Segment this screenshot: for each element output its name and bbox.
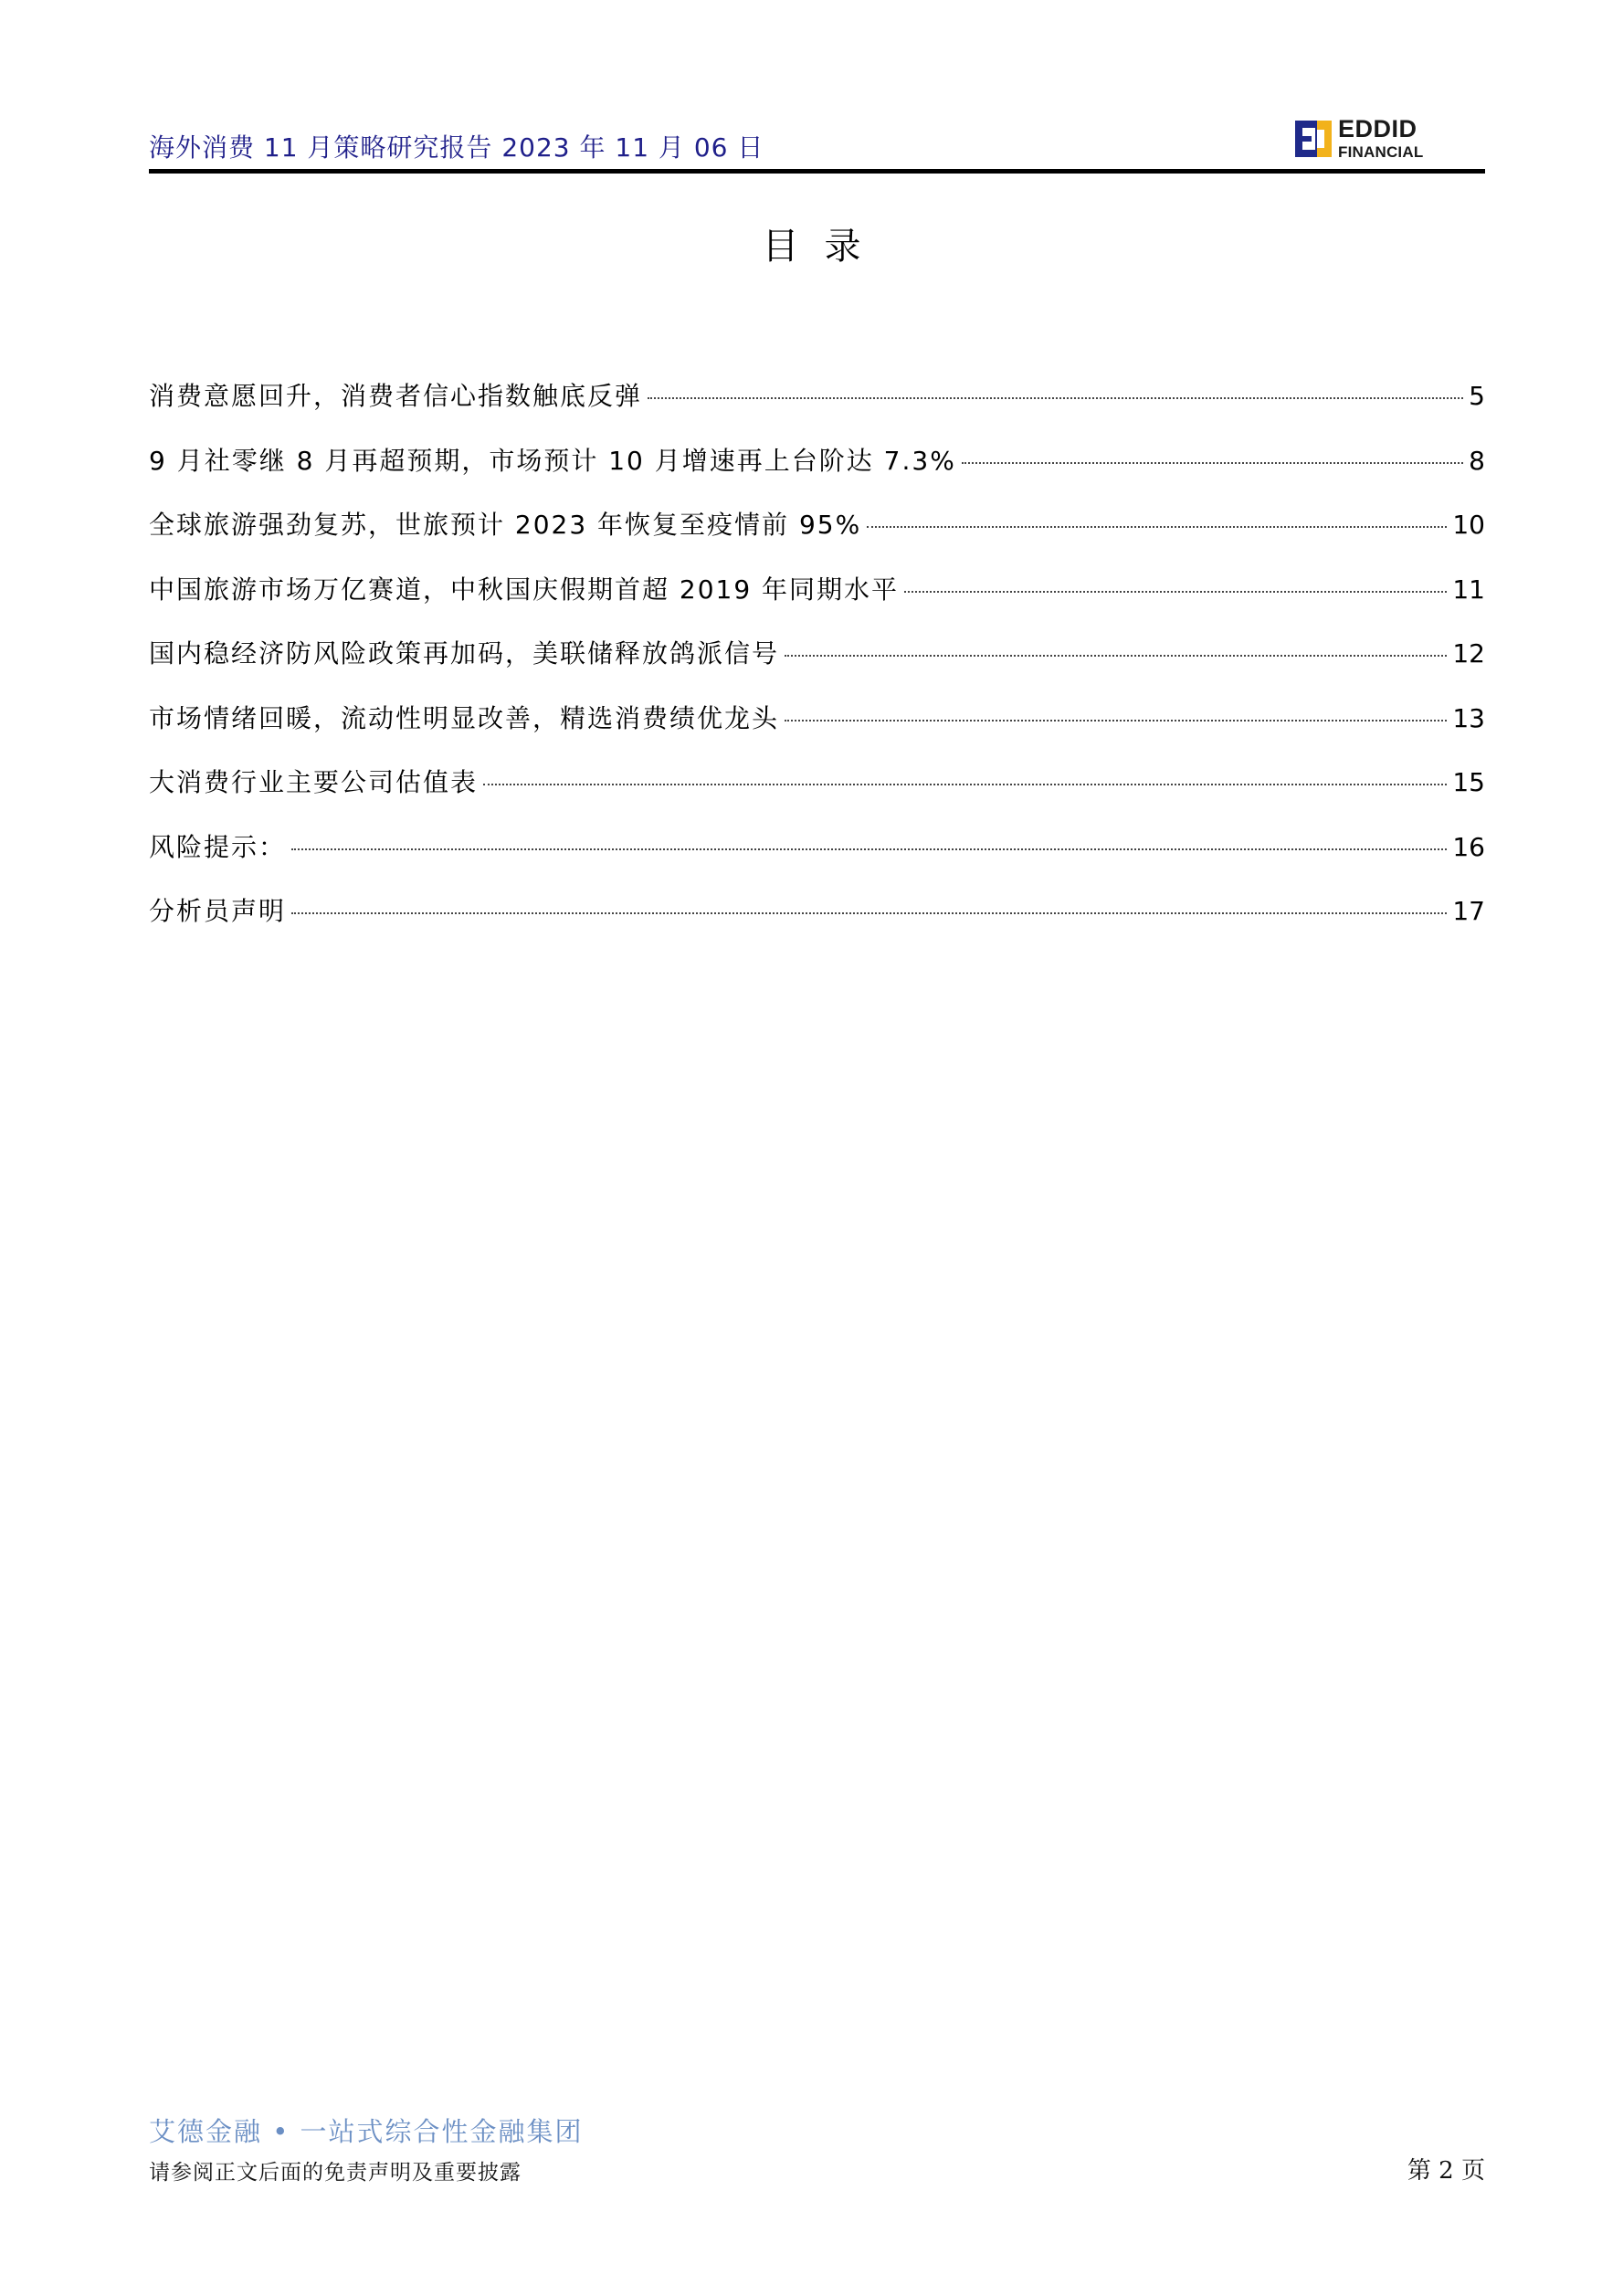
toc-entry[interactable] bbox=[149, 634, 1485, 699]
toc-entry-label: 分析员声明 bbox=[149, 896, 287, 926]
toc-entry[interactable] bbox=[149, 570, 1485, 635]
toc-entry-label: 市场情绪回暖，流动性明显改善，精选消费绩优龙头 bbox=[149, 702, 780, 733]
toc-leader-dots bbox=[785, 655, 1447, 657]
toc-entry-page: 10 bbox=[1452, 510, 1485, 540]
toc-entry-label: 9 月社零继 8 月再超预期，市场预计 10 月增速再上台阶达 7.3% bbox=[149, 445, 956, 476]
toc-entry[interactable] bbox=[149, 505, 1485, 570]
toc-leader-dots bbox=[483, 784, 1447, 785]
table-of-contents bbox=[149, 376, 1485, 956]
toc-leader-dots bbox=[785, 720, 1447, 721]
toc-entry-page: 15 bbox=[1452, 767, 1485, 797]
logo-line-1: EDDID bbox=[1338, 115, 1417, 142]
toc-leader-dots bbox=[904, 591, 1447, 593]
toc-entry-label: 中国旅游市场万亿赛道，中秋国庆假期首超 2019 年同期水平 bbox=[149, 574, 900, 605]
toc-entry-label: 全球旅游强劲复苏，世旅预计 2023 年恢复至疫情前 95% bbox=[149, 510, 862, 540]
toc-entry[interactable] bbox=[149, 763, 1485, 827]
toc-leader-dots bbox=[648, 397, 1463, 399]
toc-entry-page: 11 bbox=[1452, 574, 1485, 605]
toc-leader-dots bbox=[867, 526, 1447, 528]
toc-entry-page: 5 bbox=[1469, 381, 1485, 411]
footer-slogan: 艾德金融 • 一站式综合性金融集团 bbox=[149, 2116, 584, 2147]
toc-entry-label: 大消费行业主要公司估值表 bbox=[149, 767, 479, 797]
toc-entry[interactable] bbox=[149, 699, 1485, 764]
logo-wordmark bbox=[1338, 117, 1423, 160]
toc-entry-label: 风险提示： bbox=[149, 831, 287, 862]
toc-entry-page: 16 bbox=[1452, 831, 1485, 862]
toc-entry-label: 国内稳经济防风险政策再加码，美联储释放鸽派信号 bbox=[149, 638, 780, 669]
toc-entry[interactable] bbox=[149, 827, 1485, 892]
header-divider bbox=[149, 169, 1485, 174]
logo-line-2: FINANCIAL bbox=[1338, 143, 1424, 161]
toc-entry-label: 消费意愿回升，消费者信心指数触底反弹 bbox=[149, 381, 643, 411]
toc-leader-dots bbox=[291, 848, 1447, 850]
toc-leader-dots bbox=[962, 462, 1463, 464]
footer-disclaimer: 请参阅正文后面的免责声明及重要披露 bbox=[149, 2161, 522, 2185]
toc-entry[interactable] bbox=[149, 376, 1485, 441]
footer-page-number: 第 2 页 bbox=[1407, 2157, 1485, 2185]
toc-entry-page: 8 bbox=[1469, 445, 1485, 476]
toc-title: 目录 bbox=[762, 226, 887, 268]
toc-entry[interactable] bbox=[149, 441, 1485, 506]
toc-entry-page: 13 bbox=[1452, 702, 1485, 733]
toc-entry-page: 12 bbox=[1452, 638, 1485, 669]
toc-entry-page: 17 bbox=[1452, 896, 1485, 926]
toc-leader-dots bbox=[291, 912, 1447, 914]
report-header-title: 海外消费 11 月策略研究报告 2023 年 11 月 06 日 bbox=[149, 132, 764, 163]
toc-entry[interactable] bbox=[149, 891, 1485, 956]
